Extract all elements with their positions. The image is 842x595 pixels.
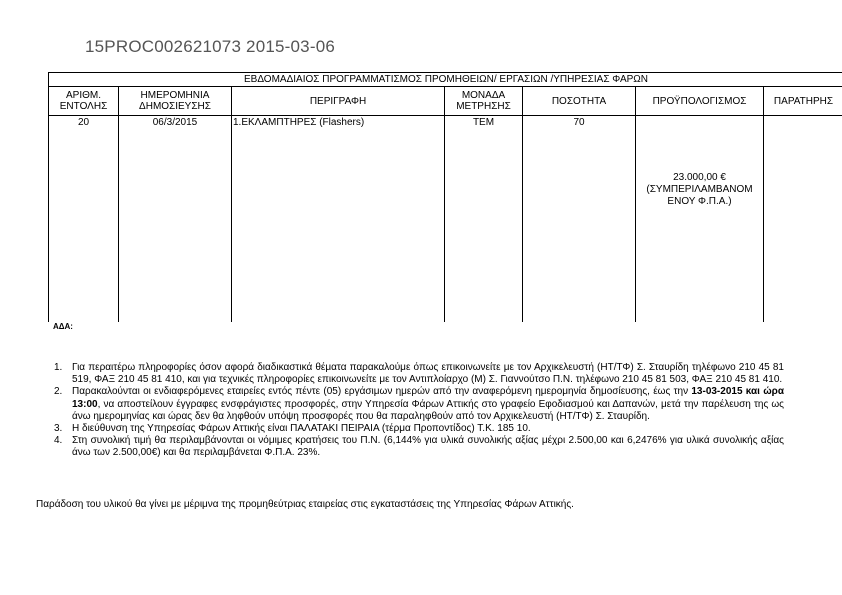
cell-description: 1.ΕΚΛΑΜΠΤΗΡΕΣ (Flashers) <box>233 117 365 128</box>
note-number: 2. <box>54 386 63 398</box>
note-number: 4. <box>54 435 63 447</box>
header-remarks-label: ΠΑΡΑΤΗΡΗΣ <box>773 95 834 107</box>
header-order-number-line2: ΕΝΤΟΛΗΣ <box>59 101 108 112</box>
note-item <box>54 435 784 459</box>
budget-amount: 23.000,00 € <box>673 172 726 183</box>
header-quantity <box>523 87 635 116</box>
header-order-number-line1: ΑΡΙΘΜ. <box>65 90 101 101</box>
header-publication-date <box>119 87 231 116</box>
header-description <box>232 87 444 116</box>
budget-vat-note-line1: (ΣΥΜΠΕΡΙΛΑΜΒΑΝΟΜ <box>646 184 753 195</box>
header-budget-label: ΠΡΟΫΠΟΛΟΓΙΣΜΟΣ <box>652 95 747 107</box>
note-text-part: , να αποστείλουν έγγραφες ενσφράγιστες προσφορές, στην Υπηρεσία Φάρων Αττικής στο γραφείο Εφοδιασμού και Δαπανών, μετά την παρέλευση της ως άνω ημερομηνίας και ώρας δεν θα ληφθούν υπόψη προσφορές που θα παραληφθούν από τον Αρχικελευστή (ΗΤ/ΤΦ) Σ. Σταυρίδη. <box>72 398 784 422</box>
cell-unit: ΤΕΜ <box>472 117 495 128</box>
header-remarks <box>764 87 842 116</box>
header-budget <box>636 87 763 116</box>
header-unit-line2: ΜΕΤΡΗΣΗΣ <box>456 101 511 112</box>
header-unit-line1: ΜΟΝΑΔΑ <box>461 90 506 101</box>
column-divider <box>231 87 232 322</box>
cell-quantity: 70 <box>573 117 585 128</box>
budget-vat-note-line2: ΕΝΟΥ Φ.Π.Α.) <box>667 196 732 207</box>
note-item <box>54 386 784 423</box>
header-unit <box>445 87 522 116</box>
header-publication-date-line2: ΔΗΜΟΣΙΕΥΣΗΣ <box>139 101 211 112</box>
ada-label: ΑΔΑ: <box>53 322 73 331</box>
procurement-table <box>48 72 842 322</box>
document-id: 15PROC002621073 2015-03-06 <box>85 37 335 56</box>
header-quantity-label: ΠΟΣΟΤΗΤΑ <box>551 95 607 107</box>
note-number: 1. <box>54 362 63 373</box>
header-order-number <box>49 87 118 116</box>
delivery-note: Παράδοση του υλικού θα γίνει με μέριμνα της προμηθεύτριας εταιρείας στις εγκαταστάσεις της Υπηρεσίας Φάρων Αττικής. <box>36 499 574 510</box>
note-item <box>54 423 784 435</box>
note-text: Στη συνολική τιμή θα περιλαμβάνονται οι νόμιμες κρατήσεις του Π.Ν. (6,144% για υλικά συνολικής αξίας μέχρι 2.500,00 και 6,2476% για υλικά συνολικής αξίας άνω των 2.500,00€) και θα περιλαμβάνεται Φ.Π.Α. 23%. <box>72 435 784 459</box>
note-item <box>54 362 784 386</box>
cell-order-number: 20 <box>77 117 90 128</box>
note-text-part: Παρακαλούνται οι ενδιαφερόμενες εταιρείες εντός πέντε (05) εργάσιμων ημερών από την αναφερόμενη ημερομηνία δημοσίευσης, έως την <box>72 386 692 398</box>
column-divider <box>763 87 764 322</box>
cell-publication-date: 06/3/2015 <box>152 117 198 128</box>
note-number: 3. <box>54 423 63 435</box>
note-text: Η διεύθυνση της Υπηρεσίας Φάρων Αττικής είναι ΠΑΛΑΤΑΚΙ ΠΕΙΡΑΙΑ (τέρμα Προποντίδος) Τ.Κ. 185 10. <box>72 423 531 435</box>
header-description-label: ΠΕΡΙΓΡΑΦΗ <box>309 95 367 107</box>
cell-budget <box>636 172 763 208</box>
note-text: Για περαιτέρω πληροφορίες όσον αφορά διαδικαστικά θέματα παρακαλούμε όπως επικοινωνείτε με τον Αρχικελευστή (ΗΤ/ΤΦ) Σ. Σταυρίδη τηλέφωνο 210 45 81 519, ΦΑΞ 210 45 81 410, και για τεχνικές πληροφορίες επικοινωνείτε με τον Αντιπλοίαρχο (Μ) Σ. Γιαννούτσο Π.Ν. τηλέφωνο 210 45 81 503, ΦΑΞ 210 45 81 410. <box>72 362 784 386</box>
notes-list <box>54 362 784 460</box>
submission-deadline: 13-03-2015 και ώρα 13:00 <box>72 386 784 410</box>
header-publication-date-line1: ΗΜΕΡΟΜΗΝΙΑ <box>140 90 210 101</box>
table-title: ΕΒΔΟΜΑΔΙΑΙΟΣ ΠΡΟΓΡΑΜΜΑΤΙΣΜΟΣ ΠΡΟΜΗΘΕΙΩΝ/ ΕΡΓΑΣΙΩΝ /ΥΠΗΡΕΣΙΑΣ ΦΑΡΩΝ <box>49 73 842 87</box>
